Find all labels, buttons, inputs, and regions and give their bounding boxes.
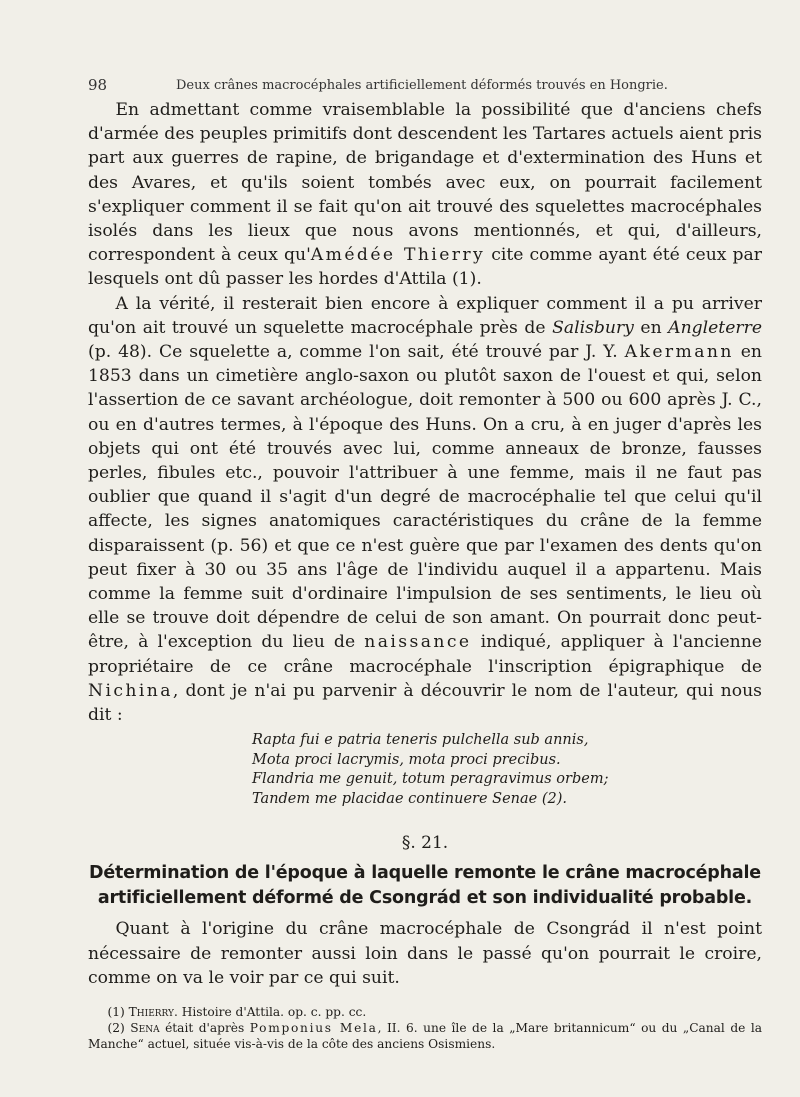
paragraph: En admettant comme vraisemblable la possibilité que d'anciens chefs d'armée des peuples primitifs dont descendent les Tartares actuels aient pris part aux guerres de rapine, de brigandage et d'extermination des Huns et des Avares, et qu'ils soient tombés avec eux, on pourrait facilement s'expliquer comment il se fait qu'on ait trouvé des squelettes macrocéphales isolés dans les lieux que nous avons mentionnés, et qui, d'ailleurs, correspondent à ceux qu'Amédée Thierry cite comme ayant été ceux par lesquels ont dû passer les hordes d'Attila (1). — [88, 100, 762, 290]
footnotes — [88, 1004, 762, 1052]
page-number: 98 — [88, 76, 108, 94]
section-number: §. 21. — [401, 833, 449, 854]
author-name: Nichina — [88, 680, 173, 701]
author-name: Akermann — [624, 342, 734, 363]
place-name: Sena — [130, 1021, 160, 1035]
main-text — [88, 98, 762, 990]
paragraph: A la vérité, il resterait bien encore à expliquer comment il a pu arriver qu'on ait trouvé un squelette macrocéphale près de Salisbury en Angleterre (p. 48). Ce squelette a, comme l'on sait, été trouvé par J. Y. Akermann en 1853 dans un cimetière anglo-saxon ou plutôt saxon de l'ouest et qui, selon l'assertion de ce savant archéologue, doit remonter à 500 ou 600 après J. C., ou en d'autres termes, à l'époque des Huns. On a cru, à en juger d'après les objets qui ont été trouvés avec lui, comme anneaux de bronze, fausses perles, fibules etc., pouvoir l'attribuer à une femme, mais il ne faut pas oublier que quand il s'agit d'un degré de macrocéphalie tel que celui qu'il affecte, les signes anatomiques caractéristiques du crâne de la femme disparaissent (p. 56) et que ce n'est guère que par l'examen des dents qu'on peut fixer à 30 ou 35 ans l'âge de l'individu auquel il a appartenu. Mais comme la femme suit d'ordinaire l'impulsion de ses sentiments, le lieu où elle se trouve doit dépendre de celui de son amant. On pourrait donc peut-être, à l'exception du lieu de naissance indiqué, appliquer à l'ancienne propriétaire de ce crâne macrocéphale l'inscription épigraphique de Nichina, dont je n'ai pu parvenir à découvrir le nom de l'auteur, qui nous dit : — [88, 293, 762, 726]
poem-line: Mota proci lacrymis, mota proci precibus. — [252, 751, 561, 768]
poem-line: Tandem me placidae continuere Senae (2). — [252, 790, 567, 807]
author-name: Pomponius Mela — [249, 1021, 378, 1035]
section-heading — [88, 861, 762, 911]
place-name: Angleterre — [668, 317, 762, 338]
footnote: (1) Thierry. Histoire d'Attila. op. c. pp. cc. — [107, 1005, 367, 1019]
emphasis: naissance — [364, 632, 472, 653]
latin-inscription — [252, 731, 762, 809]
author-name: Thierry — [128, 1005, 174, 1019]
poem-line: Rapta fui e patria teneris pulchella sub annis, — [252, 732, 589, 749]
paragraph: Quant à l'origine du crâne macrocéphale de Csongrád il n'est point nécessaire de remonter aussi loin dans le passé qu'on pourrait le croire, comme on va le voir par ce qui suit. — [88, 919, 762, 988]
heading-line: Détermination de l'époque à laquelle remonte le crâne macrocéphale — [89, 863, 761, 884]
heading-line: artificiellement déformé de Csongrád et son individualité probable. — [97, 888, 753, 909]
footnote: (2) Sena était d'après Pomponius Mela, II. 6. une île de la „Mare britannicum“ ou du „Canal de la Manche“ actuel, située vis-à-vis de la côte des anciens Osismiens. — [88, 1021, 762, 1051]
author-name: Amédée Thierry — [310, 245, 486, 266]
place-name: Salisbury — [552, 317, 634, 338]
poem-line: Flandria me genuit, totum peragravimus orbem; — [252, 771, 609, 788]
running-title: Deux crânes macrocéphales artificiellement déformés trouvés en Hongrie. — [176, 78, 668, 93]
